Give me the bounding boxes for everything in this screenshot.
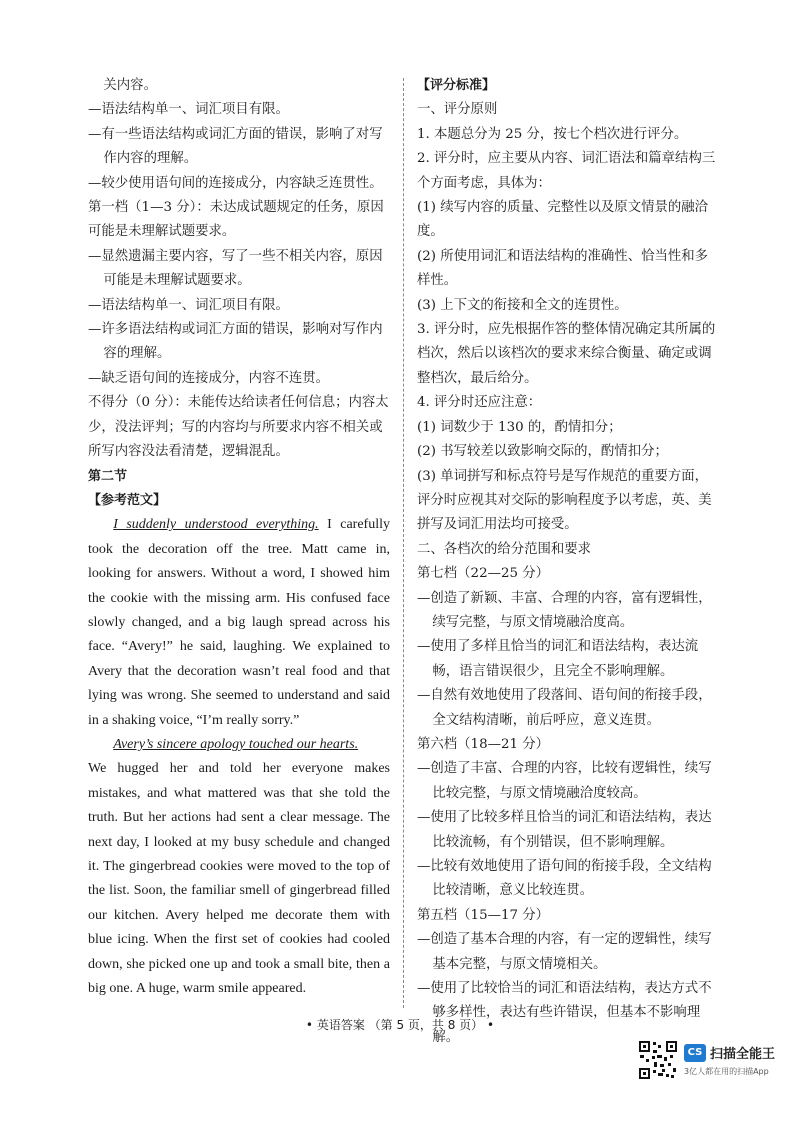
grading-line: 2. 评分时，应主要从内容、词汇语法和篇章结构三个方面考虑，具体为： (417, 151, 716, 191)
grading-line: (3) 上下文的衔接和全文的连贯性。 (417, 297, 628, 313)
grading-line: 1. 本题总分为 25 分，按七个档次进行评分。 (417, 126, 688, 142)
grading-line: —创造了基本合理的内容，有一定的逻辑性，续写基本完整，与原文情境相关。 (417, 932, 712, 972)
grading-line: (1) 续写内容的质量、完整性以及原文情景的融洽度。 (417, 200, 709, 240)
grading-heading: 【评分标准】 (417, 78, 496, 93)
grading-line: 4. 评分时还应注意： (417, 395, 542, 411)
camscanner-logo-icon: CS (684, 1044, 706, 1062)
grading-line: —创造了新颖、丰富、合理的内容，富有逻辑性，续写完整，与原文情境融洽度高。 (417, 590, 712, 630)
left-line: —缺乏语句间的连接成分，内容不连贯。 (88, 370, 330, 386)
left-line: —语法结构单一、词汇项目有限。 (88, 102, 289, 118)
section-heading: 第二节 (88, 468, 128, 484)
grading-line: (3) 单词拼写和标点符号是写作规范的重要方面，评分时应视其对交际的影响程度予以考虑，英、美拼写及词汇用法均可接受。 (417, 468, 712, 533)
left-line: 关内容。 (103, 78, 157, 93)
grading-line: (2) 所使用词汇和语法结构的准确性、恰当性和多样性。 (417, 248, 709, 289)
left-line: —有一些语法结构或词汇方面的错误，影响了对写作内容的理解。 (88, 126, 383, 167)
camscanner-tagline: 3亿人都在用的扫描App (684, 1067, 769, 1076)
right-column (417, 74, 719, 1050)
grading-line: 二、各档次的给分范围和要求 (417, 541, 592, 557)
grading-line: 3. 评分时，应先根据作答的整体情况确定其所属的档次，然后以该档次的要求来综合衡量、确定或调整档次，最后给分。 (417, 322, 716, 386)
essay-paragraph-1 (88, 513, 390, 733)
grading-line: —自然有效地使用了段落间、语句间的衔接手段，全文结构清晰，前后呼应，意义连贯。 (417, 688, 712, 728)
left-line: 不得分（0 分）：未能传达给读者任何信息；内容太少，没法评判；写的内容均与所要求内容不相关或所写内容没法看清楚，逻辑混乱。 (88, 395, 389, 460)
grading-line: —使用了比较多样且恰当的词汇和语法结构，表达比较流畅，有个别错误，但不影响理解。 (417, 810, 712, 850)
left-line: 第一档（1—3 分）：未达成试题规定的任务，原因可能是未理解试题要求。 (88, 200, 384, 240)
essay-paragraph-2: We hugged her and told her everyone makes mistakes, and what mattered was that she told the truth. But her actions had sent a clear message. The next day, I looked at my busy schedule and changed it. The gingerbread cookies were moved to the top of the list. Soon, the familiar smell of gingerbread filled our kitchen. Avery helped me decorate them with blue icing. When the first set of cookies had cooled down, she picked one up and took a small bite, then a big one. A huge, warm smile appeared. (88, 761, 390, 997)
paragraph-body: I carefully took the decoration off the tree. Matt came in, looking for answers. Without a word, I showed him the cookie with the missing arm. His confused face slowly changed, and a big laugh spread across his face. “Avery!” he said, laughing. We explained to Avery that the decoration wasn’t real food and that lying was wrong. She seemed to understand and said in a shaking voice, “I’m really sorry.” (88, 517, 390, 728)
qr-code-icon (638, 1040, 678, 1080)
grading-line: 一、评分原则 (417, 102, 498, 118)
grading-line: —比较有效地使用了语句间的衔接手段，全文结构比较清晰，意义比较连贯。 (417, 859, 712, 899)
grading-line: —使用了比较恰当的词汇和语法结构，表达方式不够多样性，表达有些许错误，但基本不影响理解。 (417, 981, 712, 1045)
grading-line: 第七档（22—25 分） (417, 566, 550, 582)
grading-line: —创造了丰富、合理的内容，比较有逻辑性，续写比较完整，与原文情境融洽度较高。 (417, 761, 712, 801)
grading-line: (1) 词数少于 130 的，酌情扣分； (417, 419, 622, 435)
grading-line: —使用了多样且恰当的词汇和语法结构，表达流畅，语言错误很少，且完全不影响理解。 (417, 639, 699, 679)
grading-line: 第六档（18—21 分） (417, 736, 550, 752)
paragraph-lead-sentence: Avery’s sincere apology touched our hearts. (113, 736, 359, 752)
essay-paragraph-2-lead (88, 733, 390, 757)
page-footer: • 英语答案 （第 5 页，共 8 页） • (305, 1018, 495, 1032)
grading-criteria-list (417, 98, 719, 1050)
left-line: —较少使用语句间的连接成分，内容缺乏连贯性。 (88, 175, 383, 191)
grading-line: 第五档（15—17 分） (417, 907, 550, 923)
left-column (88, 74, 390, 1001)
grading-line: (2) 书写较差以致影响交际的，酌情扣分； (417, 444, 668, 460)
left-line: —显然遗漏主要内容，写了一些不相关内容，原因可能是未理解试题要求。 (88, 248, 383, 289)
column-divider (403, 78, 404, 1008)
left-line: —语法结构单一、词汇项目有限。 (88, 297, 289, 313)
left-line: —许多语法结构或词汇方面的错误，影响对写作内容的理解。 (88, 322, 383, 362)
camscanner-name: 扫描全能王 (710, 1047, 776, 1062)
reference-title: 【参考范文】 (88, 492, 167, 508)
paragraph-lead-sentence: I suddenly understood everything. (113, 517, 319, 533)
